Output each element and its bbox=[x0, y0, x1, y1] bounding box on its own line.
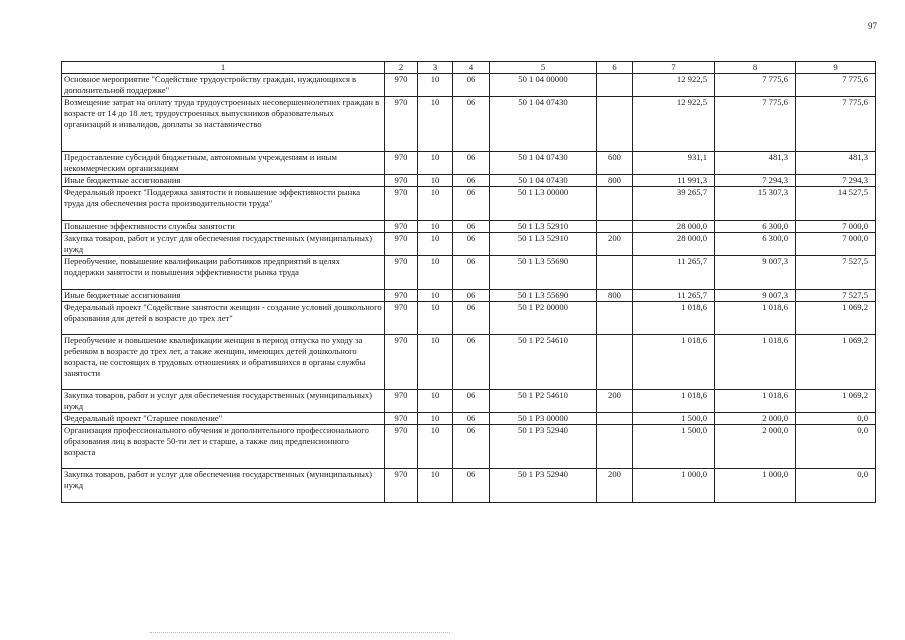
amount-year-1-cell: 1 500,0 bbox=[633, 413, 715, 425]
expense-type-code-cell bbox=[597, 256, 633, 290]
row-name-cell: Основное мероприятие "Содействие трудоустройству граждан, нуждающихся в дополнительной поддержке" bbox=[62, 74, 385, 97]
subsection-code-cell: 06 bbox=[453, 175, 490, 187]
section-code-cell: 10 bbox=[418, 425, 453, 469]
amount-year-2-cell: 7 775,6 bbox=[715, 74, 796, 97]
column-header: 3 bbox=[418, 62, 453, 74]
table-row bbox=[62, 97, 876, 152]
amount-year-3-cell: 7 775,6 bbox=[796, 97, 876, 152]
section-code-cell: 10 bbox=[418, 390, 453, 413]
amount-year-1-cell: 1 018,6 bbox=[633, 390, 715, 413]
row-name-cell: Иные бюджетные ассигнования bbox=[62, 290, 385, 302]
amount-year-1-cell: 39 265,7 bbox=[633, 187, 715, 221]
dept-code-cell: 970 bbox=[385, 290, 418, 302]
table-row bbox=[62, 390, 876, 413]
expense-type-code-cell: 200 bbox=[597, 233, 633, 256]
table-row bbox=[62, 74, 876, 97]
page-number: 97 bbox=[868, 21, 877, 31]
target-article-code-cell: 50 1 P3 52940 bbox=[490, 425, 597, 469]
amount-year-3-cell: 7 527,5 bbox=[796, 290, 876, 302]
section-code-cell: 10 bbox=[418, 97, 453, 152]
target-article-code-cell: 50 1 P3 00000 bbox=[490, 413, 597, 425]
expense-type-code-cell: 800 bbox=[597, 175, 633, 187]
subsection-code-cell: 06 bbox=[453, 221, 490, 233]
amount-year-2-cell: 1 018,6 bbox=[715, 390, 796, 413]
table-row bbox=[62, 290, 876, 302]
amount-year-3-cell: 481,3 bbox=[796, 152, 876, 175]
section-code-cell: 10 bbox=[418, 290, 453, 302]
target-article-code-cell: 50 1 L3 55690 bbox=[490, 290, 597, 302]
dept-code-cell: 970 bbox=[385, 221, 418, 233]
amount-year-2-cell: 6 300,0 bbox=[715, 233, 796, 256]
dept-code-cell: 970 bbox=[385, 302, 418, 335]
column-header: 1 bbox=[62, 62, 385, 74]
section-code-cell: 10 bbox=[418, 187, 453, 221]
column-header: 9 bbox=[796, 62, 876, 74]
row-name-cell: Закупка товаров, работ и услуг для обеспечения государственных (муниципальных) нужд bbox=[62, 390, 385, 413]
amount-year-1-cell: 28 000,0 bbox=[633, 221, 715, 233]
amount-year-2-cell: 15 307,3 bbox=[715, 187, 796, 221]
amount-year-1-cell: 1 000,0 bbox=[633, 469, 715, 503]
amount-year-1-cell: 931,1 bbox=[633, 152, 715, 175]
subsection-code-cell: 06 bbox=[453, 97, 490, 152]
amount-year-2-cell: 1 018,6 bbox=[715, 302, 796, 335]
amount-year-2-cell: 481,3 bbox=[715, 152, 796, 175]
subsection-code-cell: 06 bbox=[453, 290, 490, 302]
table-row bbox=[62, 175, 876, 187]
dept-code-cell: 970 bbox=[385, 335, 418, 390]
section-code-cell: 10 bbox=[418, 233, 453, 256]
section-code-cell: 10 bbox=[418, 256, 453, 290]
row-name-cell: Переобучение, повышение квалификации работников предприятий в целях поддержки занятости и повышения эффективности рынка труда bbox=[62, 256, 385, 290]
section-code-cell: 10 bbox=[418, 221, 453, 233]
amount-year-2-cell: 1 018,6 bbox=[715, 335, 796, 390]
scan-artifact-line bbox=[150, 632, 450, 634]
amount-year-2-cell: 2 000,0 bbox=[715, 413, 796, 425]
amount-year-1-cell: 11 265,7 bbox=[633, 290, 715, 302]
budget-table bbox=[61, 61, 876, 503]
row-name-cell: Закупка товаров, работ и услуг для обеспечения государственных (муниципальных) нужд bbox=[62, 233, 385, 256]
row-name-cell: Возмещение затрат на оплату труда трудоустроенных несовершеннолетних граждан в возрасте от 14 до 18 лет, трудоустроенных выпускников образовательных организаций и инвалидов, доплаты за наставничество bbox=[62, 97, 385, 152]
expense-type-code-cell bbox=[597, 413, 633, 425]
amount-year-1-cell: 1 018,6 bbox=[633, 302, 715, 335]
amount-year-1-cell: 12 922,5 bbox=[633, 74, 715, 97]
column-header: 5 bbox=[490, 62, 597, 74]
section-code-cell: 10 bbox=[418, 413, 453, 425]
expense-type-code-cell bbox=[597, 335, 633, 390]
amount-year-1-cell: 1 018,6 bbox=[633, 335, 715, 390]
row-name-cell: Федеральный проект "Поддержка занятости и повышение эффективности рынка труда для обеспечения роста производительности труда" bbox=[62, 187, 385, 221]
amount-year-2-cell: 7 775,6 bbox=[715, 97, 796, 152]
section-code-cell: 10 bbox=[418, 74, 453, 97]
target-article-code-cell: 50 1 P2 54610 bbox=[490, 390, 597, 413]
target-article-code-cell: 50 1 04 07430 bbox=[490, 97, 597, 152]
amount-year-3-cell: 7 527,5 bbox=[796, 256, 876, 290]
subsection-code-cell: 06 bbox=[453, 74, 490, 97]
amount-year-3-cell: 7 294,3 bbox=[796, 175, 876, 187]
amount-year-2-cell: 6 300,0 bbox=[715, 221, 796, 233]
dept-code-cell: 970 bbox=[385, 469, 418, 503]
section-code-cell: 10 bbox=[418, 175, 453, 187]
subsection-code-cell: 06 bbox=[453, 390, 490, 413]
row-name-cell: Федеральный проект "Содействие занятости женщин - создание условий дошкольного образования для детей в возрасте до трех лет" bbox=[62, 302, 385, 335]
expense-type-code-cell bbox=[597, 302, 633, 335]
amount-year-3-cell: 7 775,6 bbox=[796, 74, 876, 97]
dept-code-cell: 970 bbox=[385, 256, 418, 290]
subsection-code-cell: 06 bbox=[453, 302, 490, 335]
table-row bbox=[62, 335, 876, 390]
table-row bbox=[62, 256, 876, 290]
column-header: 4 bbox=[453, 62, 490, 74]
expense-type-code-cell: 200 bbox=[597, 390, 633, 413]
amount-year-2-cell: 1 000,0 bbox=[715, 469, 796, 503]
subsection-code-cell: 06 bbox=[453, 152, 490, 175]
expense-type-code-cell: 800 bbox=[597, 290, 633, 302]
amount-year-2-cell: 2 000,0 bbox=[715, 425, 796, 469]
expense-type-code-cell: 200 bbox=[597, 469, 633, 503]
amount-year-1-cell: 12 922,5 bbox=[633, 97, 715, 152]
amount-year-1-cell: 28 000,0 bbox=[633, 233, 715, 256]
table-row bbox=[62, 221, 876, 233]
amount-year-3-cell: 0,0 bbox=[796, 469, 876, 503]
dept-code-cell: 970 bbox=[385, 152, 418, 175]
expense-type-code-cell: 600 bbox=[597, 152, 633, 175]
expense-type-code-cell bbox=[597, 97, 633, 152]
target-article-code-cell: 50 1 L3 55690 bbox=[490, 256, 597, 290]
target-article-code-cell: 50 1 04 07430 bbox=[490, 175, 597, 187]
amount-year-3-cell: 0,0 bbox=[796, 425, 876, 469]
row-name-cell: Переобучение и повышение квалификации женщин в период отпуска по уходу за ребенком в возрасте до трех лет, а также женщин, имеющих детей дошкольного возраста, не состоящих в трудовых отношениях и обратившихся в органы службы занятости bbox=[62, 335, 385, 390]
amount-year-2-cell: 9 007,3 bbox=[715, 290, 796, 302]
target-article-code-cell: 50 1 P2 00000 bbox=[490, 302, 597, 335]
amount-year-3-cell: 0,0 bbox=[796, 413, 876, 425]
table-row bbox=[62, 469, 876, 503]
table-row bbox=[62, 413, 876, 425]
target-article-code-cell: 50 1 L3 52910 bbox=[490, 221, 597, 233]
amount-year-1-cell: 1 500,0 bbox=[633, 425, 715, 469]
column-header: 6 bbox=[597, 62, 633, 74]
amount-year-3-cell: 1 069,2 bbox=[796, 390, 876, 413]
column-number-row bbox=[62, 62, 876, 74]
row-name-cell: Повышение эффективности службы занятости bbox=[62, 221, 385, 233]
row-name-cell: Закупка товаров, работ и услуг для обеспечения государственных (муниципальных) нужд bbox=[62, 469, 385, 503]
section-code-cell: 10 bbox=[418, 152, 453, 175]
subsection-code-cell: 06 bbox=[453, 469, 490, 503]
target-article-code-cell: 50 1 04 07430 bbox=[490, 152, 597, 175]
target-article-code-cell: 50 1 P2 54610 bbox=[490, 335, 597, 390]
dept-code-cell: 970 bbox=[385, 74, 418, 97]
dept-code-cell: 970 bbox=[385, 413, 418, 425]
expense-type-code-cell bbox=[597, 187, 633, 221]
expense-type-code-cell bbox=[597, 425, 633, 469]
subsection-code-cell: 06 bbox=[453, 233, 490, 256]
expense-type-code-cell bbox=[597, 221, 633, 233]
target-article-code-cell: 50 1 04 00000 bbox=[490, 74, 597, 97]
subsection-code-cell: 06 bbox=[453, 187, 490, 221]
row-name-cell: Федеральный проект "Старшее поколение" bbox=[62, 413, 385, 425]
table-row bbox=[62, 187, 876, 221]
section-code-cell: 10 bbox=[418, 469, 453, 503]
target-article-code-cell: 50 1 P3 52940 bbox=[490, 469, 597, 503]
dept-code-cell: 970 bbox=[385, 187, 418, 221]
amount-year-3-cell: 7 000,0 bbox=[796, 233, 876, 256]
amount-year-3-cell: 1 069,2 bbox=[796, 302, 876, 335]
table-body bbox=[62, 74, 876, 503]
section-code-cell: 10 bbox=[418, 302, 453, 335]
subsection-code-cell: 06 bbox=[453, 335, 490, 390]
column-header: 7 bbox=[633, 62, 715, 74]
row-name-cell: Организация профессионального обучения и дополнительного профессионального образования лиц в возрасте 50-ти лет и старше, а также лиц предпенсионного возраста bbox=[62, 425, 385, 469]
target-article-code-cell: 50 1 L3 52910 bbox=[490, 233, 597, 256]
row-name-cell: Предоставление субсидий бюджетным, автономным учреждениям и иным некоммерческим организациям bbox=[62, 152, 385, 175]
subsection-code-cell: 06 bbox=[453, 425, 490, 469]
expense-type-code-cell bbox=[597, 74, 633, 97]
dept-code-cell: 970 bbox=[385, 425, 418, 469]
subsection-code-cell: 06 bbox=[453, 256, 490, 290]
section-code-cell: 10 bbox=[418, 335, 453, 390]
dept-code-cell: 970 bbox=[385, 233, 418, 256]
amount-year-2-cell: 9 007,3 bbox=[715, 256, 796, 290]
amount-year-1-cell: 11 991,3 bbox=[633, 175, 715, 187]
column-header: 2 bbox=[385, 62, 418, 74]
table-row bbox=[62, 233, 876, 256]
row-name-cell: Иные бюджетные ассигнования bbox=[62, 175, 385, 187]
amount-year-3-cell: 14 527,5 bbox=[796, 187, 876, 221]
amount-year-2-cell: 7 294,3 bbox=[715, 175, 796, 187]
table-row bbox=[62, 302, 876, 335]
dept-code-cell: 970 bbox=[385, 97, 418, 152]
table-row bbox=[62, 425, 876, 469]
dept-code-cell: 970 bbox=[385, 175, 418, 187]
amount-year-1-cell: 11 265,7 bbox=[633, 256, 715, 290]
column-header: 8 bbox=[715, 62, 796, 74]
subsection-code-cell: 06 bbox=[453, 413, 490, 425]
target-article-code-cell: 50 1 L3 00000 bbox=[490, 187, 597, 221]
table-row bbox=[62, 152, 876, 175]
amount-year-3-cell: 1 069,2 bbox=[796, 335, 876, 390]
amount-year-3-cell: 7 000,0 bbox=[796, 221, 876, 233]
dept-code-cell: 970 bbox=[385, 390, 418, 413]
